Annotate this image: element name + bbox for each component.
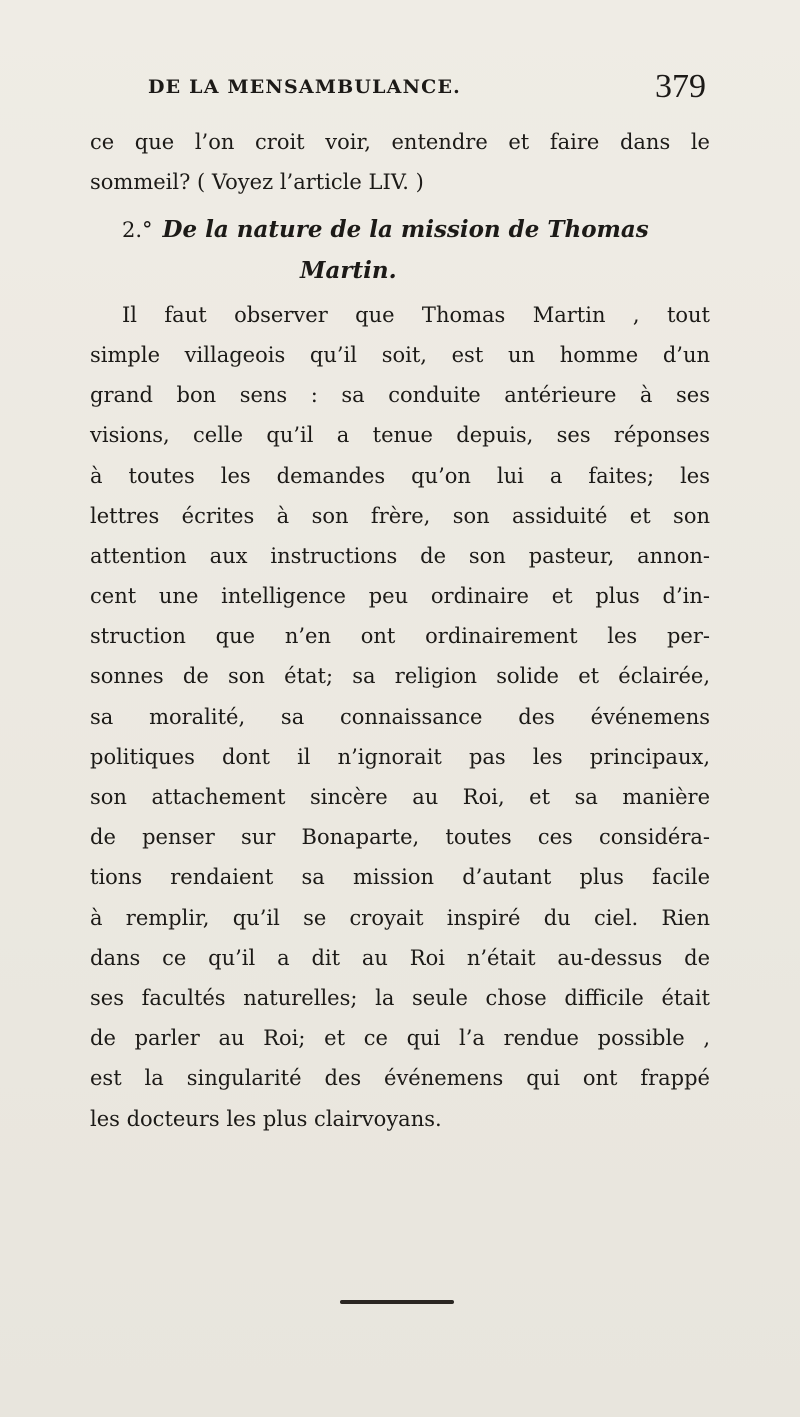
- body-text: [90, 122, 710, 1139]
- section-title-continuation: Martin.: [300, 256, 397, 284]
- text-line: ce que l’on croit voir, entendre et faire dans le: [90, 130, 710, 154]
- paragraph-line: cent une intelligence peu ordinaire et plus d’in-: [90, 584, 710, 609]
- paragraph-line: grand bon sens : sa conduite antérieure à ses: [90, 383, 710, 408]
- paragraph-line: simple villageois qu’il soit, est un homme d’un: [90, 342, 710, 367]
- section-number: 2.°: [122, 218, 153, 243]
- paragraph-line: ses facultés naturelles; la seule chose difficile était: [90, 985, 710, 1010]
- paragraph-line: lettres écrites à son frère, son assiduité et son: [90, 503, 710, 528]
- page-number: 379: [655, 68, 706, 105]
- paragraph-line: Il faut observer que Thomas Martin , tout: [122, 302, 710, 327]
- section-title-text: De la nature de la mission de Thomas: [162, 216, 649, 244]
- paragraph-line: tions rendaient sa mission d’autant plus facile: [90, 865, 710, 890]
- paragraph-line: attention aux instructions de son pasteur, annon-: [90, 543, 710, 568]
- paragraph-line: de parler au Roi; et ce qui l’a rendue possible ,: [90, 1026, 710, 1051]
- paragraph-line: est la singularité des événemens qui ont frappé: [90, 1066, 710, 1091]
- paragraph-line: politiques dont il n’ignorait pas les principaux,: [90, 744, 710, 769]
- section-divider: [340, 1300, 454, 1304]
- paragraph: [90, 295, 710, 1139]
- page-header: [148, 68, 718, 112]
- paragraph-line: sonnes de son état; sa religion solide et éclairée,: [90, 664, 710, 689]
- paragraph-line: son attachement sincère au Roi, et sa manière: [90, 785, 710, 809]
- paragraph-line: à toutes les demandes qu’on lui a faites; les: [90, 463, 710, 488]
- paragraph-line: de penser sur Bonaparte, toutes ces considéra-: [90, 825, 710, 850]
- paragraph-line: visions, celle qu’il a tenue depuis, ses réponses: [90, 423, 710, 448]
- running-head: DE LA MENSAMBULANCE.: [148, 76, 461, 98]
- paragraph-line: sa moralité, sa connaissance des événemens: [90, 704, 710, 729]
- paragraph-line: dans ce qu’il a dit au Roi n’était au-dessus de: [90, 945, 710, 970]
- text-line: sommeil? ( Voyez l’article LIV. ): [90, 170, 424, 195]
- paragraph-line: les docteurs les plus clairvoyans.: [90, 1106, 442, 1131]
- paragraph-line: struction que n’en ont ordinairement les per-: [90, 624, 710, 649]
- section-title: [90, 210, 710, 250]
- paragraph-line: à remplir, qu’il se croyait inspiré du ciel. Rien: [90, 905, 710, 930]
